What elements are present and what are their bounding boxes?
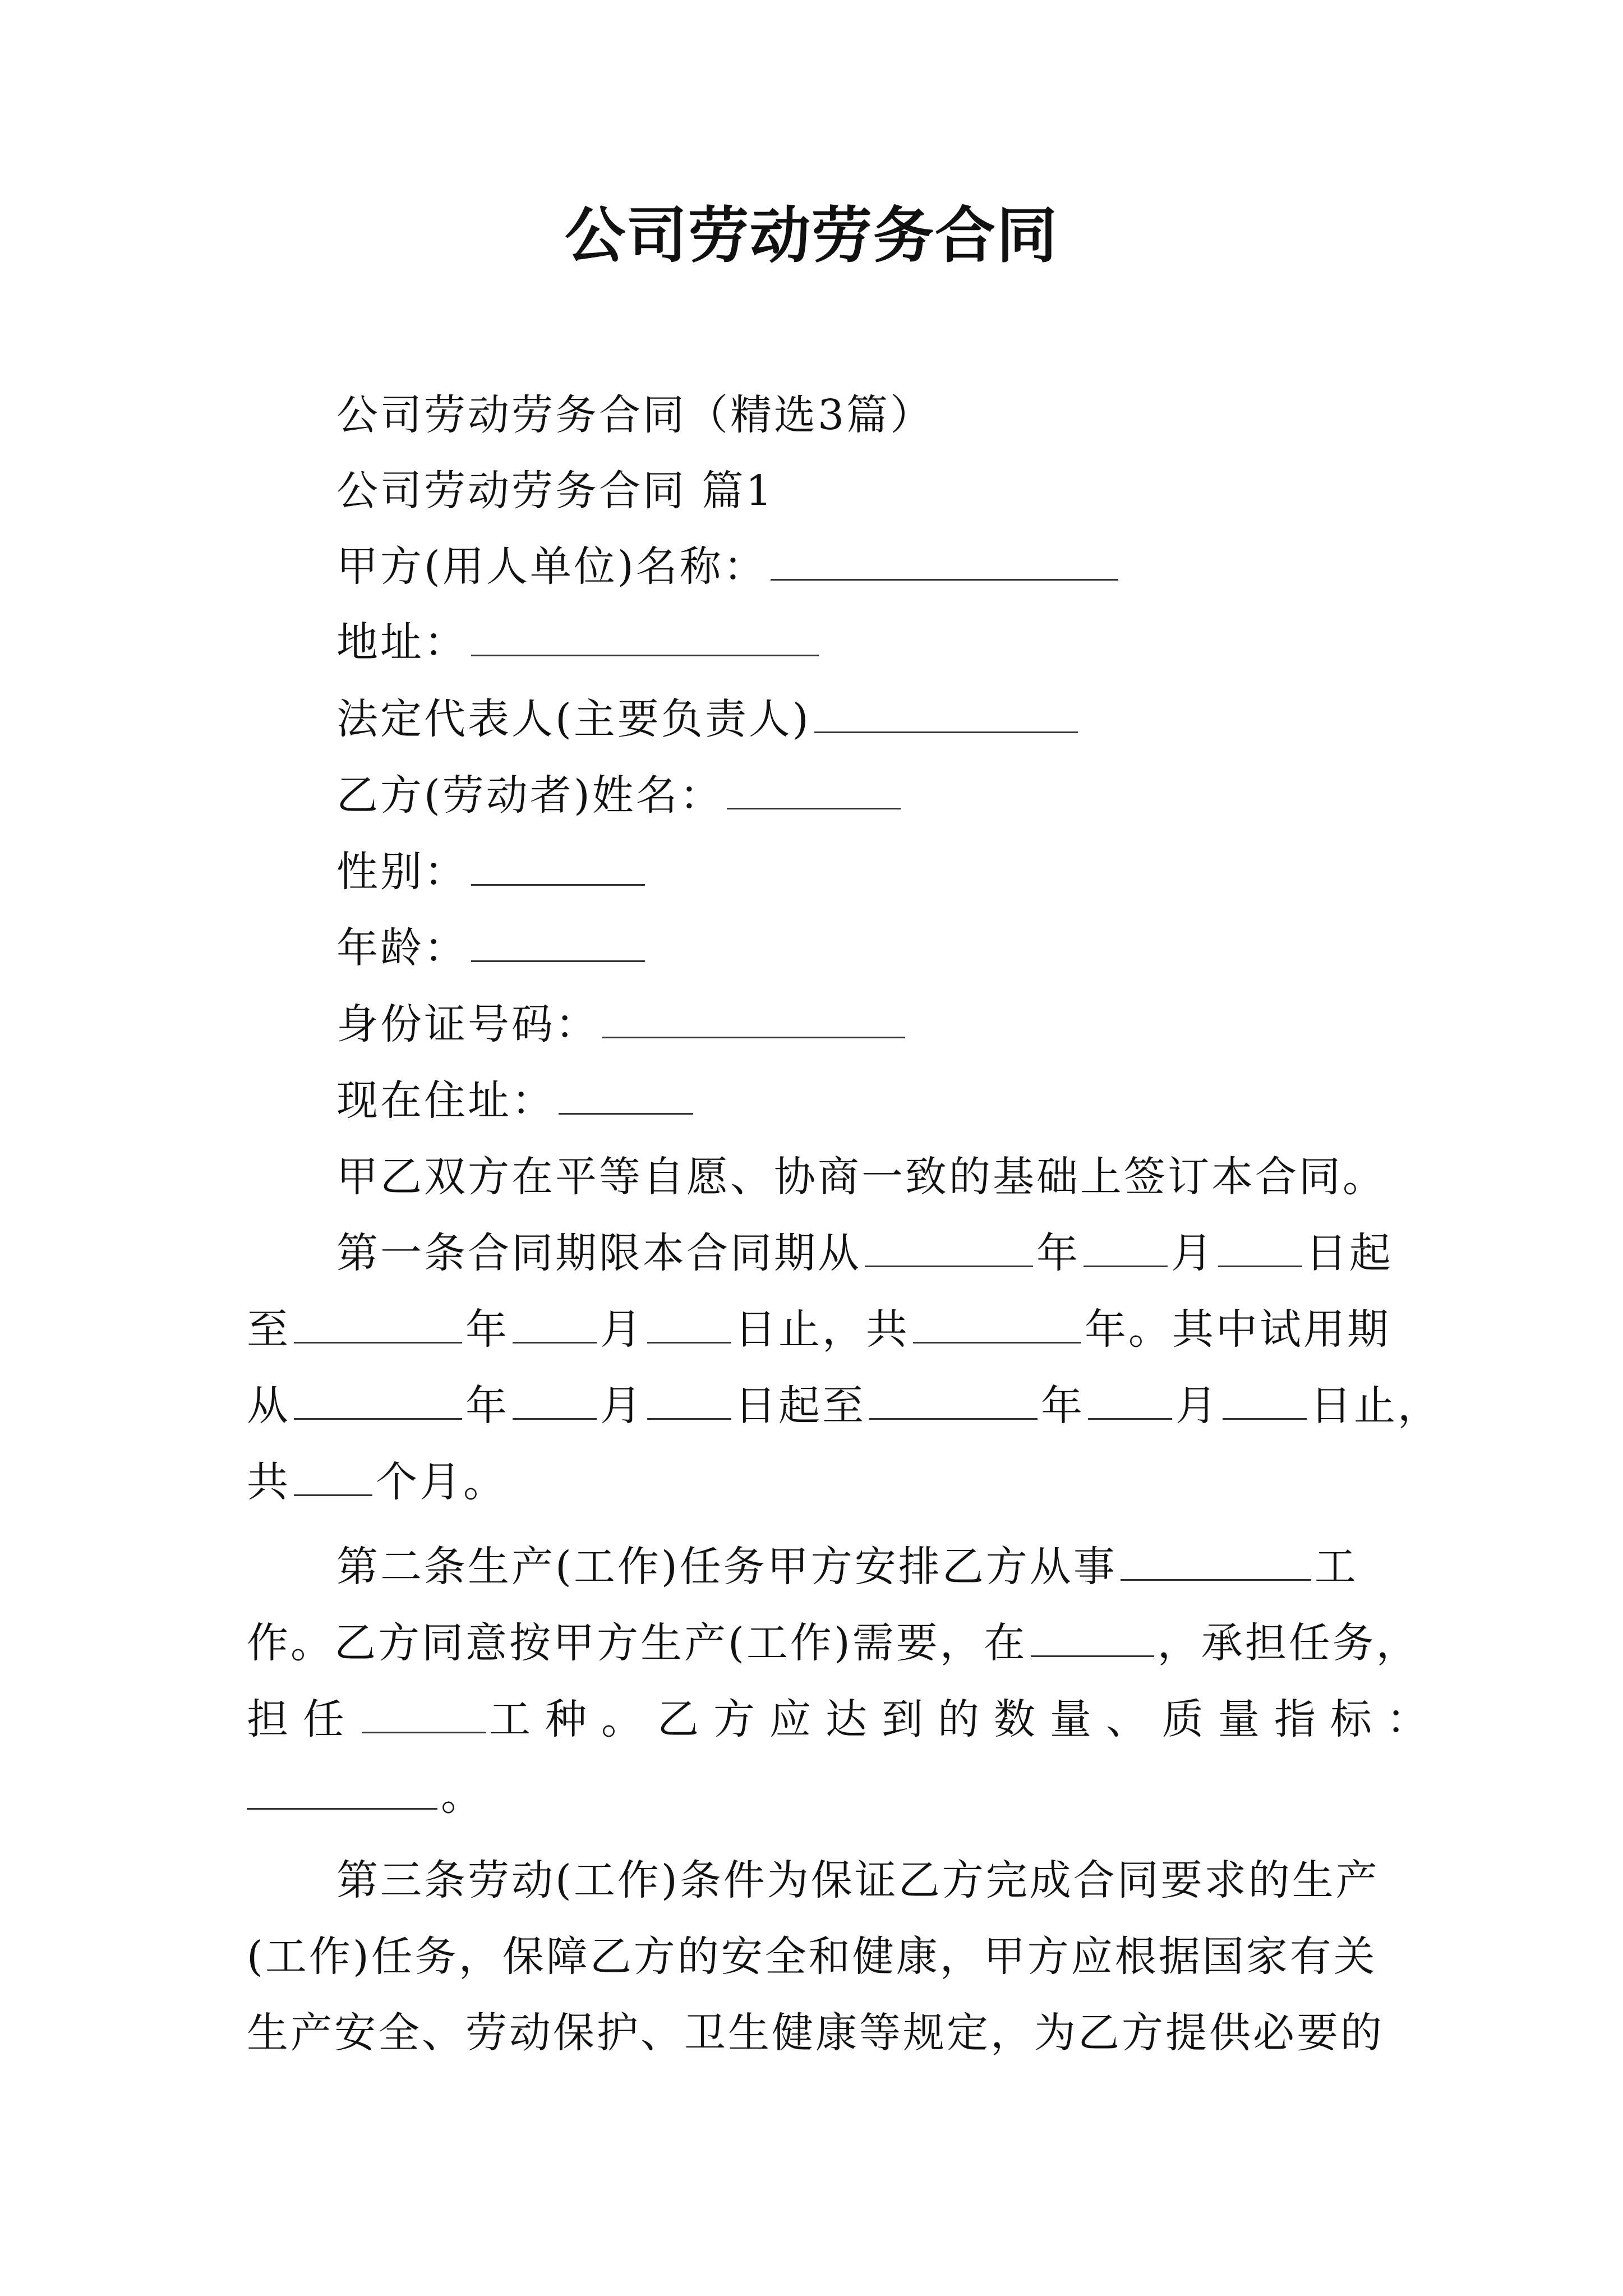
- art1-line4: [247, 1454, 507, 1510]
- document-title: 公司劳动劳务合同: [564, 200, 1058, 271]
- gender-label: 性别：: [336, 848, 468, 896]
- art2-text: 第二条生产(工作)任务甲方安排乙方从事: [336, 1543, 1117, 1591]
- address-blank[interactable]: [471, 615, 819, 656]
- work-label: 工: [1314, 1543, 1358, 1591]
- art3-line3: 生产安全、劳动保护、卫生健康等规定，为乙方提供必要的: [247, 2009, 1384, 2057]
- party-b-name-label: 乙方(劳动者)姓名：: [336, 771, 723, 820]
- document-subtitle: 公司劳动劳务合同（精选3篇）: [336, 391, 934, 439]
- preamble: 甲乙双方在平等自愿、协商一致的基础上签订本合同。: [336, 1153, 1386, 1201]
- art3-line2: (工作)任务，保障乙方的安全和健康，甲方应根据国家有关: [247, 1932, 1377, 1981]
- day-from-label: 日起: [1306, 1229, 1393, 1277]
- art1-start-day-blank[interactable]: [1218, 1226, 1302, 1267]
- art3-line1: 第三条劳动(工作)条件为保证乙方完成合同要求的生产: [336, 1856, 1380, 1904]
- year-label: 年: [465, 1382, 509, 1430]
- age-row: [336, 920, 648, 976]
- art1-end-year-blank[interactable]: [294, 1303, 462, 1343]
- part-heading: 公司劳动劳务合同 篇1: [336, 467, 774, 515]
- month-label: 月: [600, 1382, 644, 1430]
- day-to-label: 日止，共: [735, 1305, 910, 1354]
- from-label: 从: [247, 1382, 291, 1430]
- age-label: 年龄：: [336, 924, 468, 972]
- art2-text-c: ，承担任务，: [1157, 1619, 1420, 1667]
- legal-rep-blank[interactable]: [814, 692, 1078, 733]
- legal-rep-label: 法定代表人(主要负责人): [336, 695, 811, 743]
- art1-line2: [247, 1301, 1391, 1358]
- current-address-row: [336, 1073, 697, 1129]
- party-b-name-row: [336, 767, 904, 823]
- probation-end-day-blank[interactable]: [1223, 1379, 1307, 1420]
- current-address-blank[interactable]: [559, 1074, 693, 1115]
- art1-end-month-blank[interactable]: [513, 1303, 597, 1343]
- year-end-label: 年。其中试用期: [1085, 1305, 1391, 1354]
- art2-line4: [247, 1768, 485, 1824]
- id-number-row: [336, 996, 909, 1052]
- age-blank[interactable]: [471, 921, 645, 962]
- art2-quota-blank[interactable]: [247, 1769, 437, 1810]
- probation-months-blank[interactable]: [294, 1455, 372, 1496]
- month-label: 月: [1171, 1229, 1215, 1277]
- art2-line2: [247, 1615, 1420, 1671]
- address-label: 地址：: [336, 618, 468, 666]
- to-label: 至: [247, 1305, 291, 1354]
- probation-end-month-blank[interactable]: [1088, 1379, 1172, 1420]
- art1-text: 第一条合同期限本合同期从: [336, 1229, 861, 1277]
- probation-start-year-blank[interactable]: [294, 1379, 462, 1420]
- art2-line3: [247, 1691, 1442, 1747]
- day-from-to-label: 日起至: [735, 1382, 866, 1430]
- current-address-label: 现在住址：: [336, 1076, 555, 1125]
- year-label: 年: [1036, 1229, 1080, 1277]
- address-row: [336, 614, 822, 670]
- art1-line1: [336, 1225, 1393, 1281]
- art2-text-e: 工种。乙方应达到的数量、质量指标：: [489, 1695, 1442, 1743]
- gender-row: [336, 844, 648, 900]
- year-label: 年: [465, 1305, 509, 1354]
- gender-blank[interactable]: [471, 845, 645, 886]
- probation-start-month-blank[interactable]: [513, 1379, 597, 1420]
- art2-work-blank[interactable]: [1121, 1540, 1311, 1581]
- months-label: 个月。: [376, 1458, 507, 1506]
- art2-job-blank[interactable]: [362, 1692, 486, 1733]
- art1-line3: [247, 1378, 1441, 1434]
- party-b-name-blank[interactable]: [727, 769, 901, 809]
- art1-start-month-blank[interactable]: [1083, 1226, 1168, 1267]
- year-label: 年: [1041, 1382, 1085, 1430]
- art2-line1: [336, 1539, 1358, 1595]
- art2-text-b: 作。乙方同意按甲方生产(工作)需要，在: [247, 1619, 1027, 1667]
- art1-start-year-blank[interactable]: [865, 1226, 1033, 1267]
- art1-end-day-blank[interactable]: [647, 1303, 731, 1343]
- art2-text-d: 担任: [247, 1695, 359, 1743]
- legal-rep-row: [336, 691, 1081, 747]
- month-label: 月: [600, 1305, 644, 1354]
- art2-end: 。: [441, 1772, 485, 1820]
- art2-place-blank[interactable]: [1031, 1616, 1154, 1657]
- art1-total-years-blank[interactable]: [913, 1303, 1081, 1343]
- day-end-label: 日止，: [1310, 1382, 1441, 1430]
- total-label: 共: [247, 1458, 291, 1506]
- id-number-label: 身份证号码：: [336, 1000, 599, 1048]
- month-label: 月: [1175, 1382, 1219, 1430]
- probation-start-day-blank[interactable]: [647, 1379, 731, 1420]
- id-number-blank[interactable]: [602, 997, 905, 1038]
- party-a-name-label: 甲方(用人单位)名称：: [336, 542, 767, 591]
- party-a-name-blank[interactable]: [771, 540, 1118, 581]
- probation-end-year-blank[interactable]: [869, 1379, 1038, 1420]
- party-a-name-row: [336, 539, 1122, 595]
